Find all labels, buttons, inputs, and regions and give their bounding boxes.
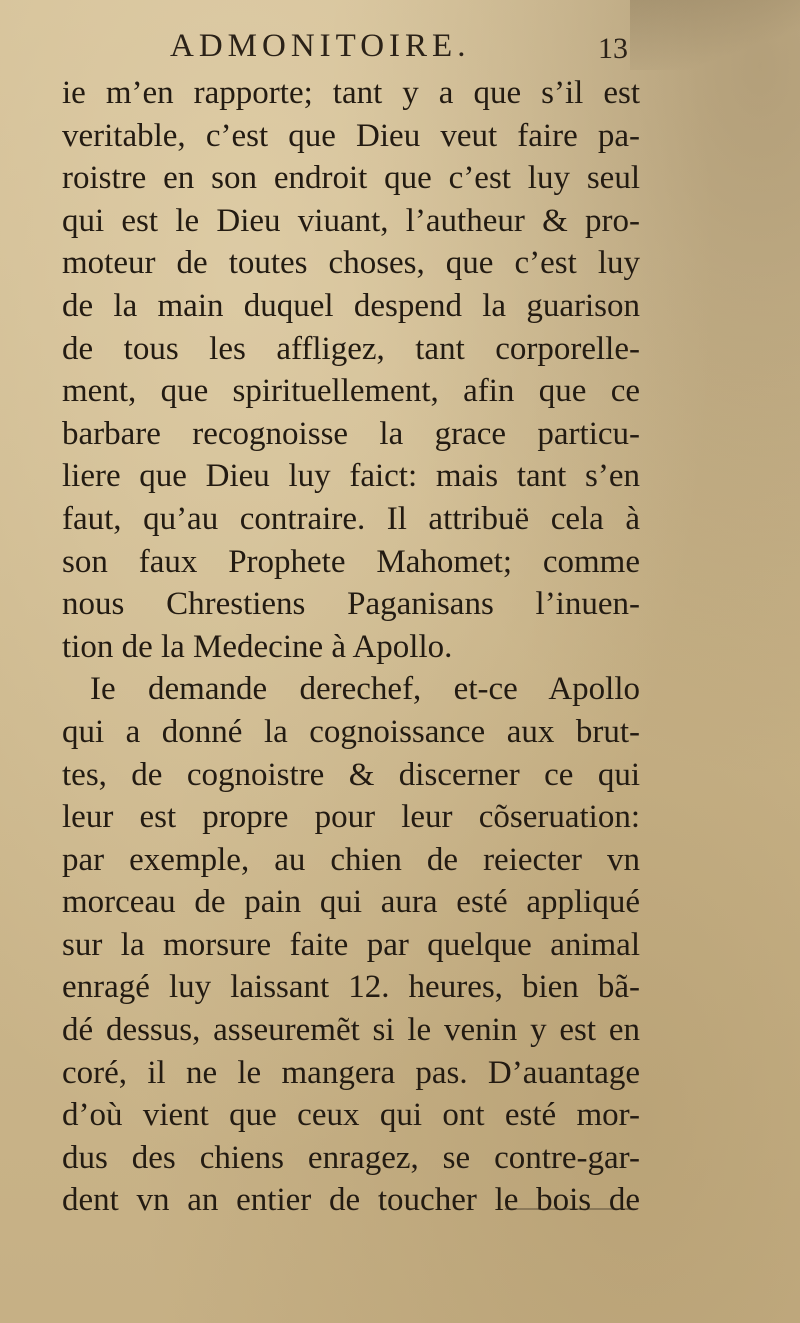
text-line: dus des chiens enragez, se contre-gar- [62,1139,640,1176]
text-line: barbare recognoisse la grace particu- [62,415,640,452]
text-line: nous Chrestiens Paganisans l’inuen- [62,586,640,623]
text-line: d’où vient que ceux qui ont esté mor- [62,1097,640,1134]
text-line: sur la morsure faite par quelque animal [62,926,640,963]
body-text [62,72,640,1222]
text-line: coré, il ne le mangera pas. D’auantage [62,1054,640,1091]
text-line: faut, qu’au contraire. Il attribuë cela à [62,500,640,537]
text-line: enragé luy laissant 12. heures, bien bã- [62,969,640,1006]
text-line: qui est le Dieu viuant, l’autheur & pro- [62,202,640,239]
text-line: son faux Prophete Mahomet; comme [62,543,640,580]
text-line: tion de la Medecine à Apollo. [62,628,453,665]
text-line: roistre en son endroit que c’est luy seul [62,160,640,197]
text-line: qui a donné la cognoissance aux brut- [62,713,640,750]
text-line: dent vn an entier de toucher le bois de [62,1182,640,1219]
text-line: leur est propre pour leur cõseruation: [62,799,640,836]
page-corner-shadow [630,0,800,70]
text-line: de tous les affligez, tant corporelle- [62,330,640,367]
text-line: moteur de toutes choses, que c’est luy [62,245,640,282]
text-line: tes, de cognoistre & discerner ce qui [62,756,640,793]
page-number: 13 [598,32,628,65]
text-line: dé dessus, asseuremẽt si le venin y est en [62,1012,640,1049]
catchword-rule [505,1208,635,1210]
running-head: ADMONITOIRE. [170,28,471,64]
text-line: veritable, c’est que Dieu veut faire pa- [62,117,640,154]
text-line: par exemple, au chien de reiecter vn [62,841,640,878]
text-line: de la main duquel despend la guarison [62,287,640,324]
text-line: morceau de pain qui aura esté appliqué [62,884,640,921]
text-line: ment, que spirituellement, afin que ce [62,373,640,410]
text-line: liere que Dieu luy faict: mais tant s’en [62,458,640,495]
text-line: Ie demande derechef, et-ce Apollo [90,671,640,708]
text-line: ie m’en rapporte; tant y a que s’il est [62,75,640,111]
